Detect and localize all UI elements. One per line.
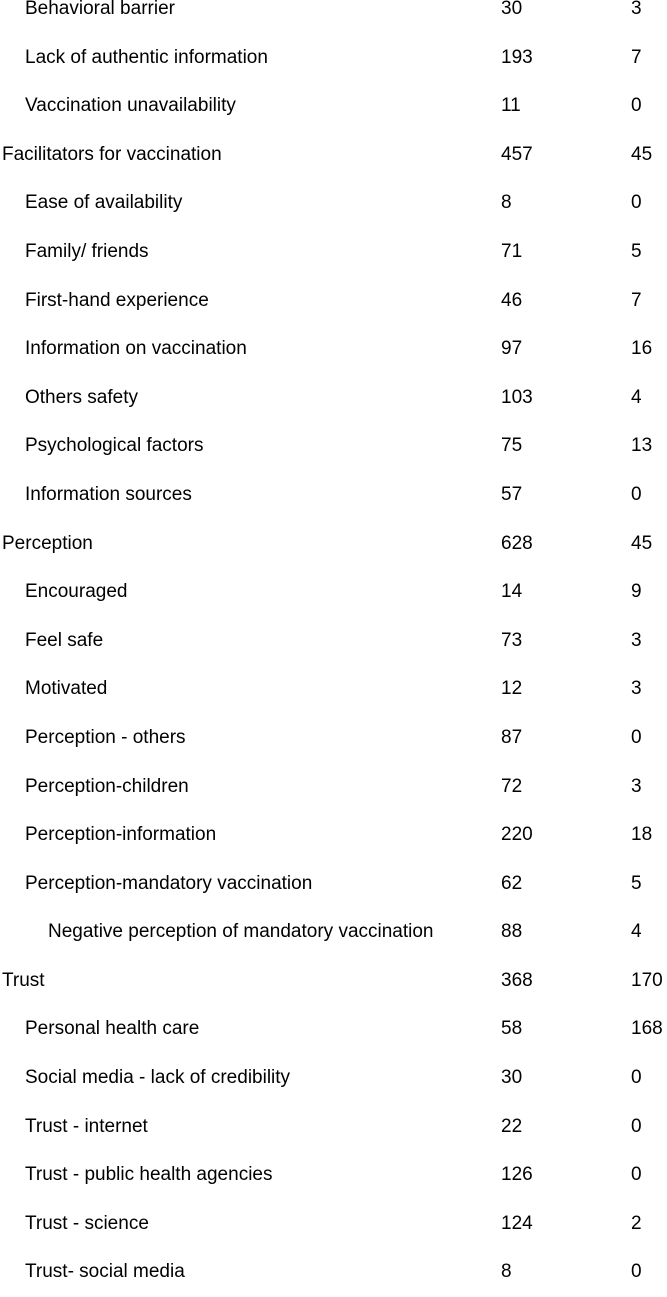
table-row (0, 1005, 667, 1054)
count-column-1: 88 (501, 921, 523, 943)
count-column-2: 2 (631, 1212, 642, 1234)
category-name: Trust (2, 969, 45, 991)
table-row (0, 471, 667, 520)
table-row (0, 34, 667, 83)
count-column-1: 30 (501, 1067, 523, 1089)
table-row (0, 908, 667, 957)
count-column-1: 124 (501, 1212, 533, 1234)
subcategory-name: Ease of availability (25, 192, 183, 214)
table-row (0, 957, 667, 1006)
count-column-2: 0 (631, 95, 642, 117)
subcategory-name: Trust- social media (25, 1261, 185, 1283)
subcategory-name: Psychological factors (25, 435, 204, 457)
table-row (0, 277, 667, 326)
count-column-1: 457 (501, 143, 533, 165)
count-column-1: 11 (501, 95, 521, 117)
subcategory-name: First-hand experience (25, 289, 209, 311)
table-row (0, 860, 667, 909)
table-row (0, 325, 667, 374)
count-column-2: 168 (631, 1018, 663, 1040)
count-column-2: 4 (631, 921, 642, 943)
subcategory-name: Negative perception of mandatory vaccination (48, 921, 434, 943)
table-row (0, 617, 667, 666)
subcategory-name: Motivated (25, 678, 108, 700)
table-row (0, 0, 667, 34)
count-column-1: 368 (501, 969, 533, 991)
count-column-2: 0 (631, 483, 642, 505)
count-column-1: 72 (501, 775, 523, 797)
subcategory-name: Encouraged (25, 581, 128, 603)
count-column-1: 97 (501, 338, 523, 360)
count-column-2: 5 (631, 240, 642, 262)
subcategory-name: Personal health care (25, 1018, 200, 1040)
count-column-2: 0 (631, 1067, 642, 1089)
subcategory-name: Social media - lack of credibility (25, 1067, 291, 1089)
count-column-2: 0 (631, 726, 642, 748)
count-column-1: 58 (501, 1018, 523, 1040)
count-column-1: 30 (501, 0, 523, 19)
count-column-1: 75 (501, 435, 523, 457)
count-column-2: 7 (631, 46, 642, 68)
count-column-2: 45 (631, 532, 653, 554)
count-column-2: 18 (631, 824, 653, 846)
subcategory-name: Others safety (25, 386, 138, 408)
subcategory-name: Feel safe (25, 629, 104, 651)
count-column-2: 3 (631, 0, 642, 19)
count-column-1: 12 (501, 678, 523, 700)
table-row (0, 228, 667, 277)
count-column-1: 193 (501, 46, 533, 68)
count-column-2: 4 (631, 386, 642, 408)
table-row (0, 179, 667, 228)
subcategory-name: Behavioral barrier (25, 0, 175, 19)
table-row (0, 1054, 667, 1103)
table-row (0, 1200, 667, 1249)
count-column-1: 628 (501, 532, 533, 554)
count-column-1: 14 (501, 581, 523, 603)
subcategory-name: Perception-information (25, 824, 217, 846)
subcategory-name: Trust - science (25, 1212, 149, 1234)
table-row (0, 422, 667, 471)
category-name: Facilitators for vaccination (2, 143, 222, 165)
count-column-1: 126 (501, 1164, 533, 1186)
subcategory-name: Information sources (25, 483, 192, 505)
count-column-2: 0 (631, 1261, 642, 1283)
subcategory-name: Perception-children (25, 775, 189, 797)
count-column-2: 3 (631, 678, 642, 700)
table-row (0, 811, 667, 860)
count-column-2: 45 (631, 143, 653, 165)
table-row (0, 520, 667, 569)
table-row (0, 1248, 667, 1297)
category-name: Perception (2, 532, 93, 554)
count-column-1: 57 (501, 483, 523, 505)
subcategory-name: Perception - others (25, 726, 186, 748)
count-column-2: 0 (631, 192, 642, 214)
count-column-1: 46 (501, 289, 523, 311)
count-column-1: 22 (501, 1115, 523, 1137)
subcategory-name: Trust - internet (25, 1115, 148, 1137)
table-row (0, 665, 667, 714)
count-column-2: 170 (631, 969, 663, 991)
subcategory-name: Trust - public health agencies (25, 1164, 273, 1186)
count-column-2: 13 (631, 435, 653, 457)
table-row (0, 763, 667, 812)
subcategory-name: Lack of authentic information (25, 46, 268, 68)
count-column-2: 0 (631, 1115, 642, 1137)
subcategory-name: Family/ friends (25, 240, 149, 262)
count-column-2: 3 (631, 629, 642, 651)
count-column-2: 0 (631, 1164, 642, 1186)
count-column-2: 16 (631, 338, 653, 360)
count-column-1: 8 (501, 1261, 512, 1283)
table-row (0, 1151, 667, 1200)
count-column-2: 3 (631, 775, 642, 797)
count-column-1: 71 (501, 240, 523, 262)
table-row (0, 131, 667, 180)
count-column-2: 7 (631, 289, 642, 311)
count-column-1: 220 (501, 824, 533, 846)
count-column-1: 87 (501, 726, 523, 748)
subcategory-name: Perception-mandatory vaccination (25, 872, 313, 894)
count-column-2: 5 (631, 872, 642, 894)
table-row (0, 374, 667, 423)
count-column-1: 8 (501, 192, 512, 214)
count-column-1: 62 (501, 872, 523, 894)
table-row (0, 1103, 667, 1152)
count-column-2: 9 (631, 581, 642, 603)
count-column-1: 73 (501, 629, 523, 651)
subcategory-name: Vaccination unavailability (25, 95, 236, 117)
count-column-1: 103 (501, 386, 533, 408)
table-row (0, 82, 667, 131)
table-row (0, 714, 667, 763)
subcategory-name: Information on vaccination (25, 338, 247, 360)
table-row (0, 568, 667, 617)
